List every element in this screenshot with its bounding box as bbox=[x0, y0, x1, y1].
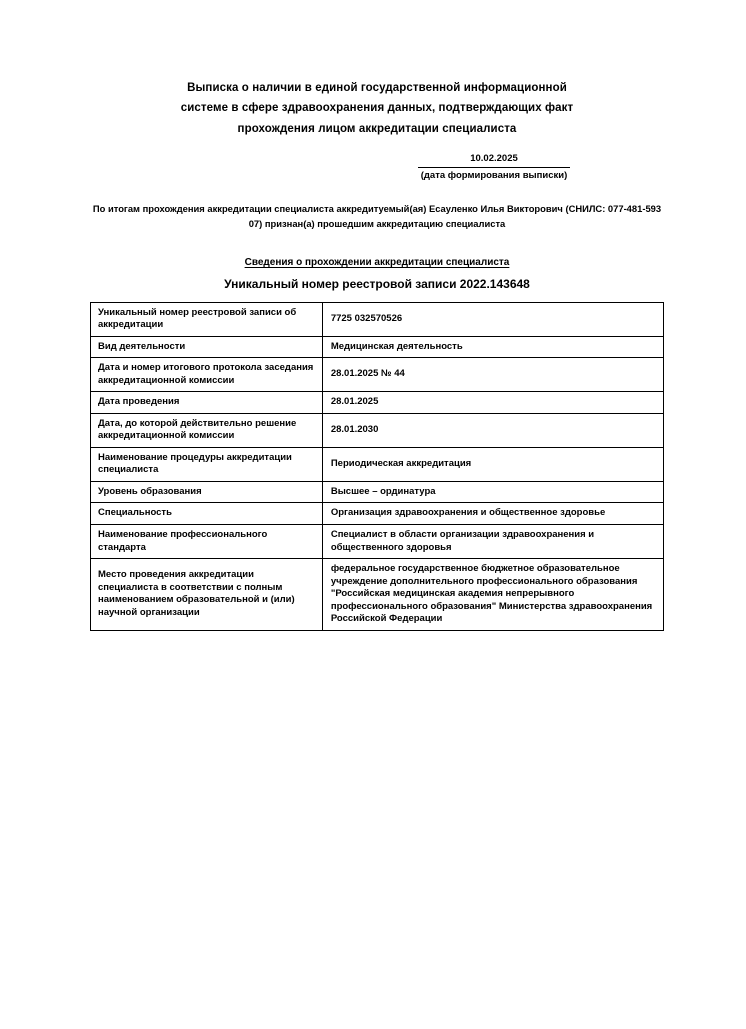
table-row bbox=[91, 358, 664, 392]
document-title: Выписка о наличии в единой государственной информационной системе в сфере здравоохранения данных, подтверждающих факт прохождения лицом аккредитации специалиста bbox=[180, 82, 574, 135]
row-label: Место проведения аккредитации специалиста в соответствии с полным наименованием образовательной и (или) научной организации bbox=[91, 559, 323, 631]
extract-date: 10.02.2025 bbox=[418, 153, 570, 168]
row-value: Высшее – ординатура bbox=[322, 481, 663, 503]
row-value: Медицинская деятельность bbox=[322, 336, 663, 358]
row-value: Организация здравоохранения и общественное здоровье bbox=[322, 503, 663, 525]
table-row bbox=[91, 447, 664, 481]
table-row bbox=[91, 481, 664, 503]
row-value: 28.01.2030 bbox=[322, 413, 663, 447]
row-label: Уровень образования bbox=[91, 481, 323, 503]
table-row bbox=[91, 302, 664, 336]
row-label: Дата и номер итогового протокола заседания аккредитационной комиссии bbox=[91, 358, 323, 392]
accreditation-summary: По итогам прохождения аккредитации специалиста аккредитуемый(ая) Есауленко Илья Викторович (СНИЛС: 077-481-593 07) признан(а) прошедшим аккредитацию специалиста bbox=[92, 203, 662, 229]
row-label: Специальность bbox=[91, 503, 323, 525]
row-value: Периодическая аккредитация bbox=[322, 447, 663, 481]
row-label: Дата, до которой действительно решение аккредитационной комиссии bbox=[91, 413, 323, 447]
table-row bbox=[91, 559, 664, 631]
accreditation-details-table bbox=[90, 302, 664, 631]
registry-number-heading: Уникальный номер реестровой записи 2022.143648 bbox=[224, 276, 530, 291]
extract-date-block bbox=[418, 153, 570, 181]
row-value: Специалист в области организации здравоохранения и общественного здоровья bbox=[322, 525, 663, 559]
table-row bbox=[91, 525, 664, 559]
row-label: Наименование профессионального стандарта bbox=[91, 525, 323, 559]
table-row bbox=[91, 503, 664, 525]
row-label: Дата проведения bbox=[91, 392, 323, 414]
row-label: Вид деятельности bbox=[91, 336, 323, 358]
row-label: Наименование процедуры аккредитации специалиста bbox=[91, 447, 323, 481]
table-row bbox=[91, 392, 664, 414]
table-row bbox=[91, 336, 664, 358]
table-row bbox=[91, 413, 664, 447]
extract-date-caption: (дата формирования выписки) bbox=[420, 170, 568, 182]
section-heading: Сведения о прохождении аккредитации специалиста bbox=[244, 256, 510, 268]
row-value: федеральное государственное бюджетное образовательное учреждение дополнительного профессионального образования "Российская медицинская академия непрерывного профессионального образования" Министерства здравоохранения Российской Федерации bbox=[322, 559, 663, 631]
row-value: 7725 032570526 bbox=[322, 302, 663, 336]
row-label: Уникальный номер реестровой записи об аккредитации bbox=[91, 302, 323, 336]
row-value: 28.01.2025 bbox=[322, 392, 663, 414]
row-value: 28.01.2025 № 44 bbox=[322, 358, 663, 392]
